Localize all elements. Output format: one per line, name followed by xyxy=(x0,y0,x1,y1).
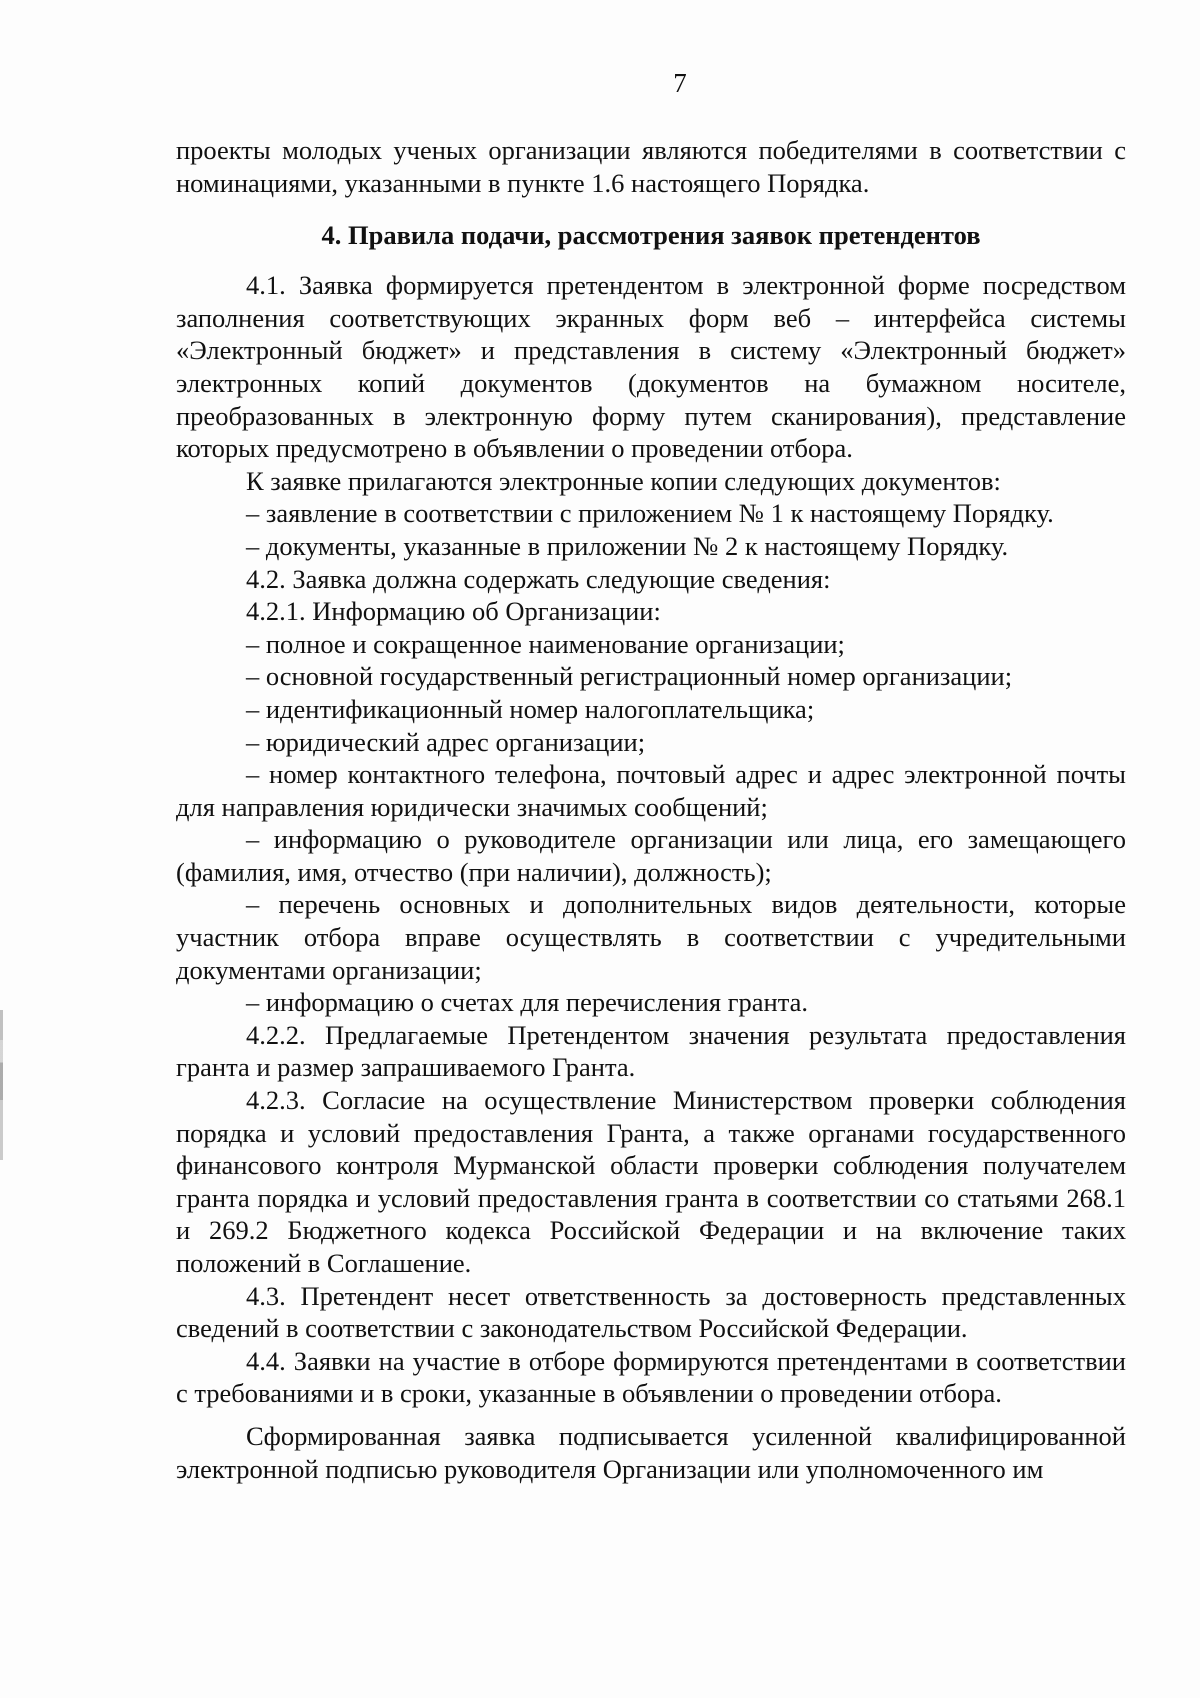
list-item-legal-address: – юридический адрес организации; xyxy=(246,726,646,757)
intro-paragraph: проекты молодых ученых организации являются победителями в соответствии с номинациями, указанными в пункте 1.6 настоящего Порядка. xyxy=(176,135,1126,198)
document-body xyxy=(176,134,1126,1485)
paragraph-4-2: 4.2. Заявка должна содержать следующие сведения: xyxy=(246,563,831,594)
paragraph-attachments-intro: К заявке прилагаются электронные копии следующих документов: xyxy=(246,465,1001,496)
list-item-inn: – идентификационный номер налогоплательщика; xyxy=(246,693,815,724)
list-item-application: – заявление в соответствии с приложением № 1 к настоящему Порядку. xyxy=(246,498,1054,529)
paragraph-4-2-3: 4.2.3. Согласие на осуществление Министерством проверки соблюдения порядка и условий предоставления Гранта, а также органами государственного финансового контроля Мурманской области проверки соблюдения получателем гранта порядка и условий предоставления гранта в соответствии со статьями 268.1 и 269.2 Бюджетного кодекса Российской Федерации и на включение таких положений в Соглашение. xyxy=(176,1085,1126,1278)
paragraph-4-1: 4.1. Заявка формируется претендентом в электронной форме посредством заполнения соответствующих экранных форм веб – интерфейса системы «Электронный бюджет» и представления в систему «Электронный бюджет» электронных копий документов (документов на бумажном носителе, преобразованных в электронную форму путем сканирования), представление которых предусмотрено в объявлении о проведении отбора. xyxy=(176,270,1126,464)
section-heading: 4. Правила подачи, рассмотрения заявок претендентов xyxy=(321,220,981,251)
list-item-ogrn: – основной государственный регистрационный номер организации; xyxy=(246,661,1013,692)
list-item-activities: – перечень основных и дополнительных видов деятельности, которые участник отбора вправе осуществлять в соответствии с учредительными документами организации; xyxy=(176,889,1126,985)
page-number: 7 xyxy=(673,68,687,98)
paragraph-4-2-1: 4.2.1. Информацию об Организации: xyxy=(246,596,661,627)
list-item-org-name: – полное и сокращенное наименование организации; xyxy=(246,628,845,659)
paragraph-signature: Сформированная заявка подписывается усиленной квалифицированной электронной подписью руководителя Организации или уполномоченного им xyxy=(176,1420,1126,1484)
paragraph-4-2-2: 4.2.2. Предлагаемые Претендентом значения результата предоставления гранта и размер запрашиваемого Гранта. xyxy=(176,1019,1126,1083)
paragraph-4-4: 4.4. Заявки на участие в отборе формируются претендентами в соответствии с требованиями и в сроки, указанные в объявлении о проведении отбора. xyxy=(176,1345,1126,1409)
list-item-accounts: – информацию о счетах для перечисления гранта. xyxy=(246,987,808,1018)
paragraph-4-3: 4.3. Претендент несет ответственность за достоверность представленных сведений в соответствии с законодательством Российской Федерации. xyxy=(176,1280,1126,1344)
scan-edge-artifact xyxy=(0,1010,3,1160)
list-item-documents: – документы, указанные в приложении № 2 к настоящему Порядку. xyxy=(246,530,1009,561)
list-item-head-info: – информацию о руководителе организации или лица, его замещающего (фамилия, имя, отчество (при наличии), должность); xyxy=(176,824,1126,887)
list-item-contacts: – номер контактного телефона, почтовый адрес и адрес электронной почты для направления юридически значимых сообщений; xyxy=(176,759,1126,822)
